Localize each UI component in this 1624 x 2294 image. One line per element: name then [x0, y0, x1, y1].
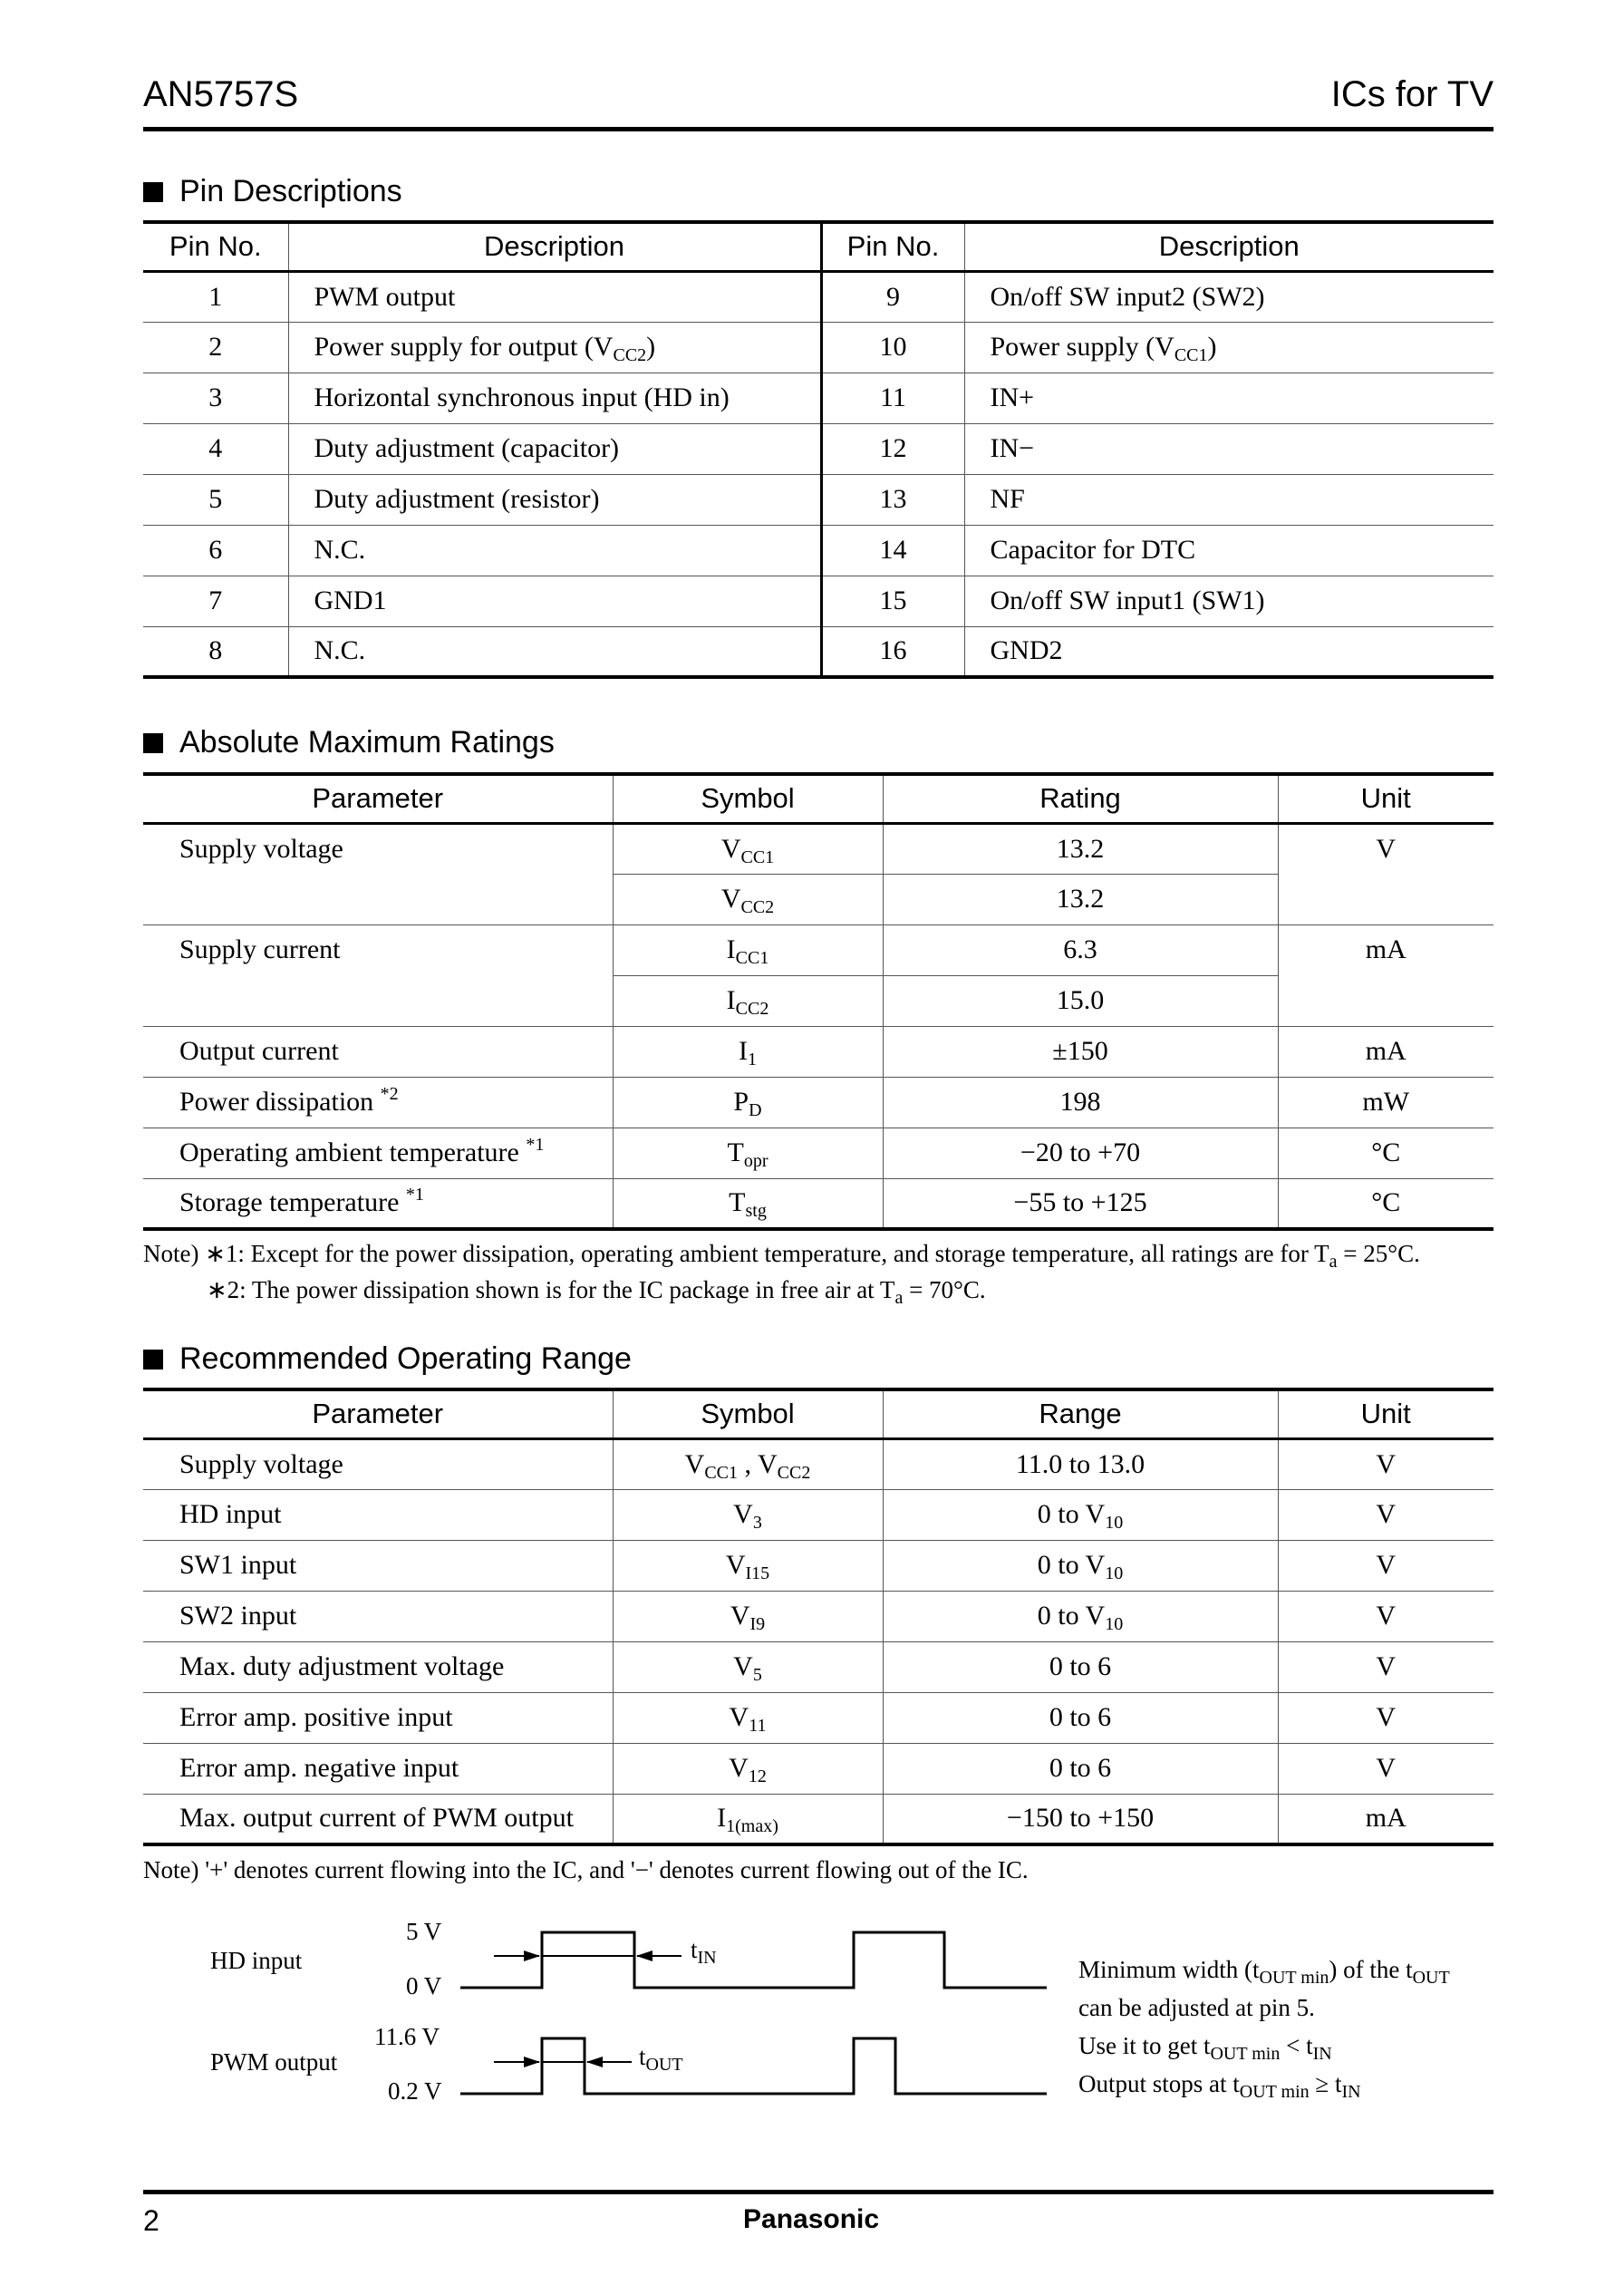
timing-desc-line-4: Output stops at $t_{OUT min} \ge t_{IN}$ — [1078, 2070, 1361, 2102]
col-header: Rating — [883, 774, 1278, 823]
pin-description: IN+ — [964, 373, 1494, 423]
pin-number: 14 — [821, 525, 964, 576]
symbol-cell: $T_{opr}$ — [613, 1128, 883, 1178]
symbol-cell: $V_3$ — [613, 1489, 883, 1540]
pin-description: Power supply $(V_{CC1})$ — [964, 322, 1494, 373]
col-header: Parameter — [143, 774, 613, 823]
col-header: Description — [964, 222, 1494, 271]
pin-number: 8 — [143, 626, 288, 677]
pin-description: NF — [964, 474, 1494, 525]
brand-logo: Panasonic — [743, 2204, 880, 2234]
pin-description: GND2 — [964, 626, 1494, 677]
symbol-cell: $V_{CC1}$ , $V_{CC2}$ — [613, 1438, 883, 1489]
parameter-cell: Output current — [143, 1026, 613, 1077]
unit-cell: V — [1278, 1489, 1494, 1540]
rec-op-note: Note) '+' denotes current flowing into the IC, and '−' denotes current flowing out of the IC. — [143, 1856, 1029, 1883]
range-cell: 11.0 to 13.0 — [883, 1438, 1278, 1489]
pin-description: Horizontal synchronous input (HD in) — [288, 373, 821, 423]
pin-description: Duty adjustment (resistor) — [288, 474, 821, 525]
pin-description: GND1 — [288, 576, 821, 626]
range-cell: 0 to $V_{10}$ — [883, 1489, 1278, 1540]
symbol-cell: $V_{CC2}$ — [613, 874, 883, 924]
symbol-cell: $V_{I9}$ — [613, 1591, 883, 1641]
parameter-cell: Error amp. positive input — [143, 1692, 613, 1743]
col-header: Range — [883, 1389, 1278, 1438]
col-header: Pin No. — [143, 222, 288, 271]
section-title: Absolute Maximum Ratings — [179, 725, 555, 760]
pin-number: 6 — [143, 525, 288, 576]
pin-number: 13 — [821, 474, 964, 525]
rating-cell: 13.2 — [883, 823, 1278, 874]
t-out-right-arrow-icon — [586, 2057, 603, 2067]
pin-description: N.C. — [288, 525, 821, 576]
parameter-cell: Error amp. negative input — [143, 1743, 613, 1794]
unit-cell: mA — [1278, 1794, 1494, 1844]
rating-cell: 6.3 — [883, 924, 1278, 975]
symbol-cell: $I_{1(max)}$ — [613, 1794, 883, 1844]
parameter-cell: Supply current — [143, 924, 613, 1026]
pin-number: 5 — [143, 474, 288, 525]
unit-cell: V — [1278, 1743, 1494, 1794]
parameter-cell: Operating ambient temperature $^{*1}$ — [143, 1128, 613, 1178]
hd-high-level: 5 V — [406, 1918, 442, 1945]
pin-description: On/off SW input1 (SW1) — [964, 576, 1494, 626]
unit-cell: mW — [1278, 1077, 1494, 1128]
range-cell: 0 to 6 — [883, 1692, 1278, 1743]
t-in-label: $t_{IN}$ — [691, 1936, 717, 1968]
range-cell: 0 to $V_{10}$ — [883, 1591, 1278, 1641]
page-number: 2 — [143, 2204, 160, 2237]
parameter-cell: Power dissipation $^{*2}$ — [143, 1077, 613, 1128]
symbol-cell: $V_{11}$ — [613, 1692, 883, 1743]
pin-description: Duty adjustment (capacitor) — [288, 423, 821, 474]
pin-description: PWM output — [288, 271, 821, 322]
unit-cell: V — [1278, 1438, 1494, 1489]
unit-cell: V — [1278, 1692, 1494, 1743]
section-title: Pin Descriptions — [179, 174, 402, 208]
parameter-cell: Supply voltage — [143, 823, 613, 924]
unit-cell: mA — [1278, 924, 1494, 1026]
symbol-cell: $V_{CC1}$ — [613, 823, 883, 874]
symbol-cell: $I_{CC1}$ — [613, 924, 883, 975]
pwm-low-level: 0.2 V — [388, 2077, 442, 2105]
unit-cell: V — [1278, 823, 1494, 924]
symbol-cell: $V_{I15}$ — [613, 1540, 883, 1591]
pin-description: N.C. — [288, 626, 821, 677]
parameter-cell: Max. output current of PWM output — [143, 1794, 613, 1844]
parameter-cell: SW2 input — [143, 1591, 613, 1641]
col-header: Description — [288, 222, 821, 271]
timing-desc-line-2: can be adjusted at pin 5. — [1078, 1994, 1315, 2021]
part-number: AN5757S — [143, 74, 299, 114]
rating-cell: 198 — [883, 1077, 1278, 1128]
parameter-cell: HD input — [143, 1489, 613, 1540]
pin-number: 16 — [821, 626, 964, 677]
parameter-cell: Max. duty adjustment voltage — [143, 1641, 613, 1692]
pin-number: 3 — [143, 373, 288, 423]
unit-cell: °C — [1278, 1178, 1494, 1229]
rating-cell: 13.2 — [883, 874, 1278, 924]
unit-cell: V — [1278, 1641, 1494, 1692]
pin-description: IN− — [964, 423, 1494, 474]
parameter-cell: Supply voltage — [143, 1438, 613, 1489]
rating-cell: 15.0 — [883, 975, 1278, 1026]
pin-description: On/off SW input2 (SW2) — [964, 271, 1494, 322]
pin-description: Power supply for output $(V_{CC2})$ — [288, 322, 821, 373]
pin-number: 7 — [143, 576, 288, 626]
pin-number: 4 — [143, 423, 288, 474]
symbol-cell: $T_{stg}$ — [613, 1178, 883, 1229]
hd-input-label: HD input — [210, 1947, 303, 1974]
abs-max-note-1: Note) ∗1: Except for the power dissipation, operating ambient temperature, and storage temperature, all ratings are for $T_a = 25^\circ C$. — [143, 1240, 1420, 1272]
pin-number: 12 — [821, 423, 964, 474]
col-header: Unit — [1278, 1389, 1494, 1438]
col-header: Parameter — [143, 1389, 613, 1438]
unit-cell: mA — [1278, 1026, 1494, 1077]
range-cell: 0 to 6 — [883, 1641, 1278, 1692]
rating-cell: −55 to +125 — [883, 1178, 1278, 1229]
category-title: ICs for TV — [1330, 74, 1494, 114]
abs-max-note-2: ∗2: The power dissipation shown is for the IC package in free air at $T_a = 70^\circ C$. — [207, 1276, 986, 1308]
pwm-output-label: PWM output — [210, 2048, 338, 2076]
pwm-output-waveform — [460, 2038, 1047, 2094]
col-header: Unit — [1278, 774, 1494, 823]
symbol-cell: $V_5$ — [613, 1641, 883, 1692]
rating-cell: ±150 — [883, 1026, 1278, 1077]
pin-number: 10 — [821, 322, 964, 373]
pin-number: 2 — [143, 322, 288, 373]
range-cell: −150 to +150 — [883, 1794, 1278, 1844]
unit-cell: °C — [1278, 1128, 1494, 1178]
timing-desc-line-1: Minimum width $(t_{OUT min})$ of the $t_{OUT}$ — [1078, 1956, 1450, 1988]
parameter-cell: Storage temperature $^{*1}$ — [143, 1178, 613, 1229]
col-header: Symbol — [613, 1389, 883, 1438]
hd-low-level: 0 V — [406, 1972, 442, 1999]
pin-number: 15 — [821, 576, 964, 626]
parameter-cell: SW1 input — [143, 1540, 613, 1591]
col-header: Symbol — [613, 774, 883, 823]
unit-cell: V — [1278, 1540, 1494, 1591]
section-title: Recommended Operating Range — [179, 1341, 632, 1376]
footer-rule — [143, 2190, 1494, 2194]
t-in-left-arrow-icon — [524, 1950, 540, 1961]
col-header: Pin No. — [821, 222, 964, 271]
symbol-cell: $P_D$ — [613, 1077, 883, 1128]
symbol-cell: $V_{12}$ — [613, 1743, 883, 1794]
pin-number: 9 — [821, 271, 964, 322]
symbol-cell: $I_1$ — [613, 1026, 883, 1077]
pin-number: 1 — [143, 271, 288, 322]
t-in-right-arrow-icon — [636, 1950, 652, 1961]
t-out-label: $t_{OUT}$ — [639, 2043, 683, 2075]
pin-description: Capacitor for DTC — [964, 525, 1494, 576]
unit-cell: V — [1278, 1591, 1494, 1641]
pin-number: 11 — [821, 373, 964, 423]
pwm-high-level: 11.6 V — [374, 2023, 440, 2050]
range-cell: 0 to 6 — [883, 1743, 1278, 1794]
t-out-left-arrow-icon — [524, 2057, 540, 2067]
rating-cell: −20 to +70 — [883, 1128, 1278, 1178]
range-cell: 0 to $V_{10}$ — [883, 1540, 1278, 1591]
hd-input-waveform — [460, 1932, 1047, 1988]
timing-desc-line-3: Use it to get $t_{OUT min} < t_{IN}$ — [1078, 2032, 1332, 2064]
symbol-cell: $I_{CC2}$ — [613, 975, 883, 1026]
